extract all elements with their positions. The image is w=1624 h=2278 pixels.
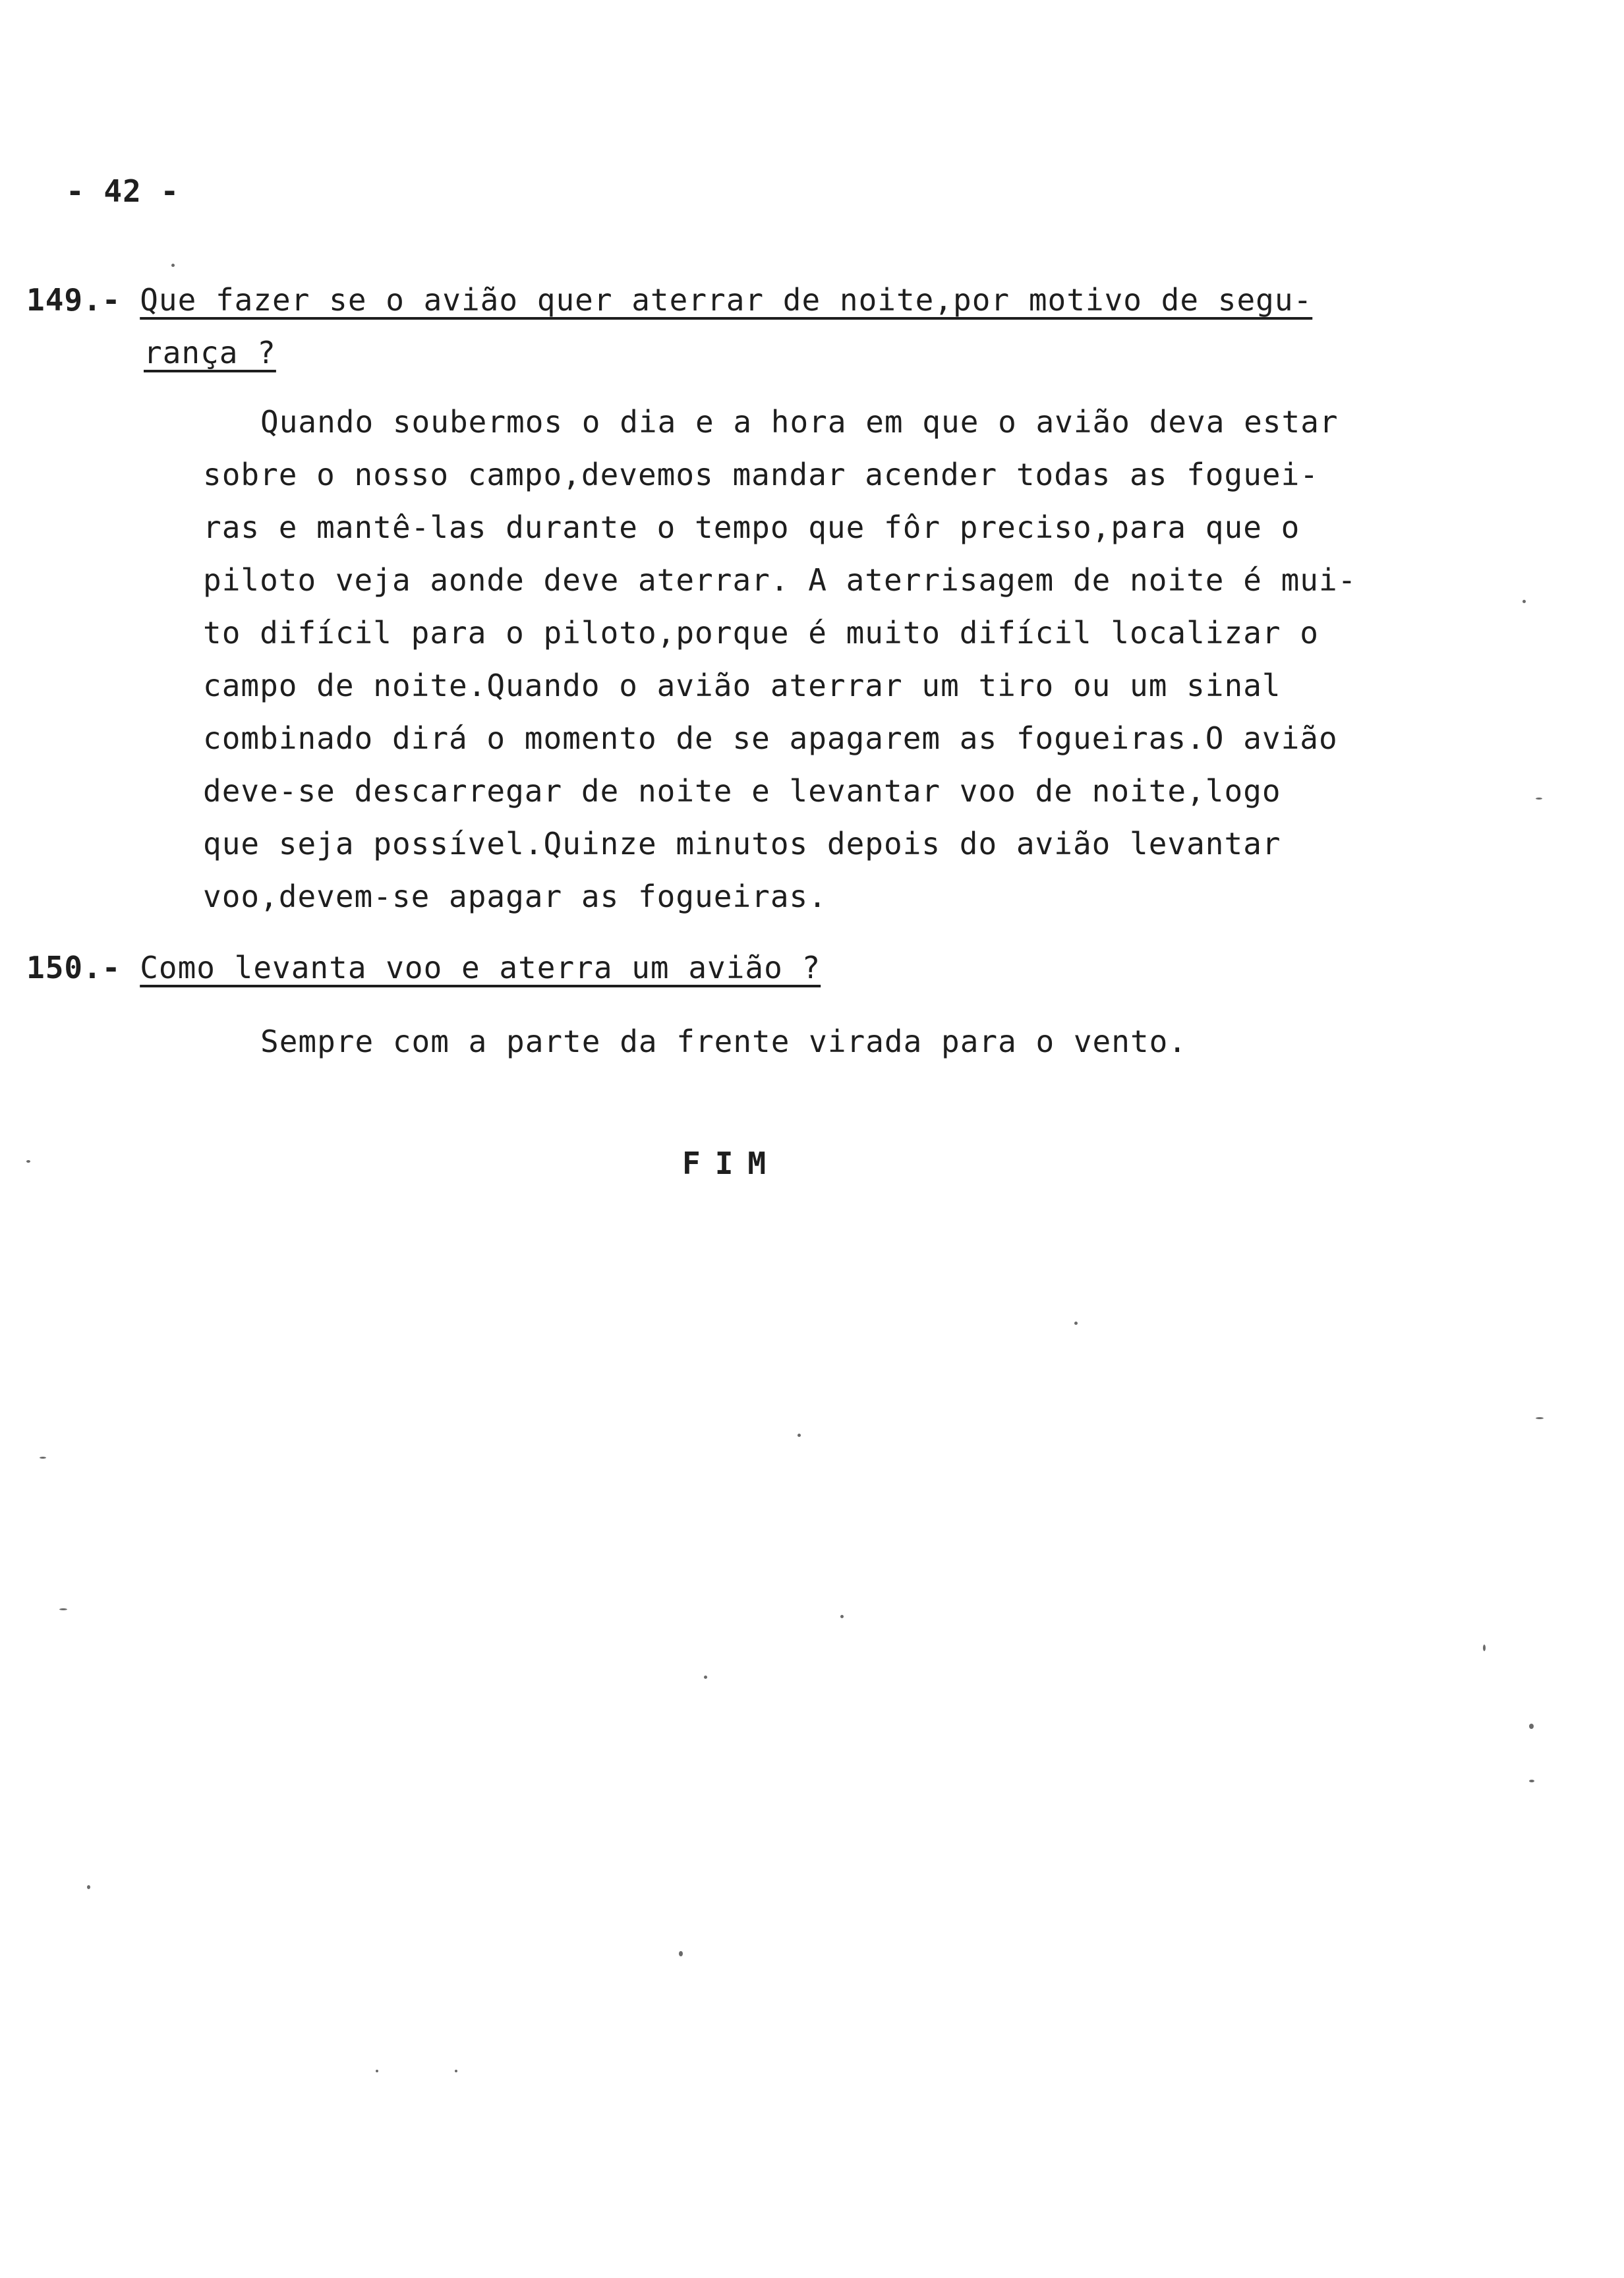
- question-text: Como levanta voo e aterra um avião ?: [140, 950, 821, 985]
- answer-line: combinado dirá o momento de se apagarem as fogueiras.O avião: [203, 720, 1338, 756]
- scan-speck: [679, 1951, 683, 1956]
- question-number: 149.-: [26, 282, 121, 318]
- answer-line: voo,devem-se apagar as fogueiras.: [203, 879, 827, 914]
- answer-line: que seja possível.Quinze minutos depois do avião levantar: [203, 826, 1281, 862]
- answer-line: deve-se descarregar de noite e levantar voo de noite,logo: [203, 773, 1281, 809]
- end-mark: FIM: [682, 1146, 781, 1181]
- answer-line: sobre o nosso campo,devemos mandar acender todas as foguei-: [203, 457, 1319, 492]
- scan-speck: [1522, 600, 1526, 603]
- scan-speck: [1529, 1724, 1534, 1729]
- question-number: 150.-: [26, 950, 121, 985]
- question-text-continued: rança ?: [144, 335, 276, 370]
- scan-speck: [1536, 1417, 1544, 1419]
- scan-speck: [171, 264, 175, 267]
- answer-line: Quando soubermos o dia e a hora em que o avião deva estar: [260, 404, 1339, 440]
- scan-speck: [376, 2070, 378, 2072]
- page-number: - 42 -: [66, 173, 180, 209]
- scan-speck: [87, 1885, 90, 1889]
- scan-speck: [1483, 1645, 1486, 1651]
- answer-line: campo de noite.Quando o avião aterrar um tiro ou um sinal: [203, 668, 1281, 703]
- scan-speck: [455, 2070, 457, 2072]
- scan-speck: [59, 1608, 67, 1610]
- answer-line: Sempre com a parte da frente virada para o vento.: [260, 1024, 1188, 1059]
- question-149-heading: [26, 274, 1312, 326]
- scan-speck: [1536, 798, 1542, 800]
- scan-speck: [40, 1457, 46, 1459]
- answer-line: ras e mantê-las durante o tempo que fôr preciso,para que o: [203, 510, 1300, 545]
- scan-speck: [26, 1160, 30, 1163]
- answer-line: to difícil para o piloto,porque é muito difícil localizar o: [203, 615, 1319, 651]
- scan-speck: [840, 1615, 844, 1618]
- answer-line: piloto veja aonde deve aterrar. A aterrisagem de noite é mui-: [203, 562, 1357, 598]
- scan-speck: [1529, 1780, 1534, 1782]
- question-text: Que fazer se o avião quer aterrar de noite,por motivo de segu-: [140, 282, 1313, 318]
- question-150-heading: [26, 941, 821, 994]
- scan-speck: [798, 1434, 801, 1437]
- scan-speck: [704, 1676, 707, 1679]
- scan-speck: [1074, 1322, 1078, 1325]
